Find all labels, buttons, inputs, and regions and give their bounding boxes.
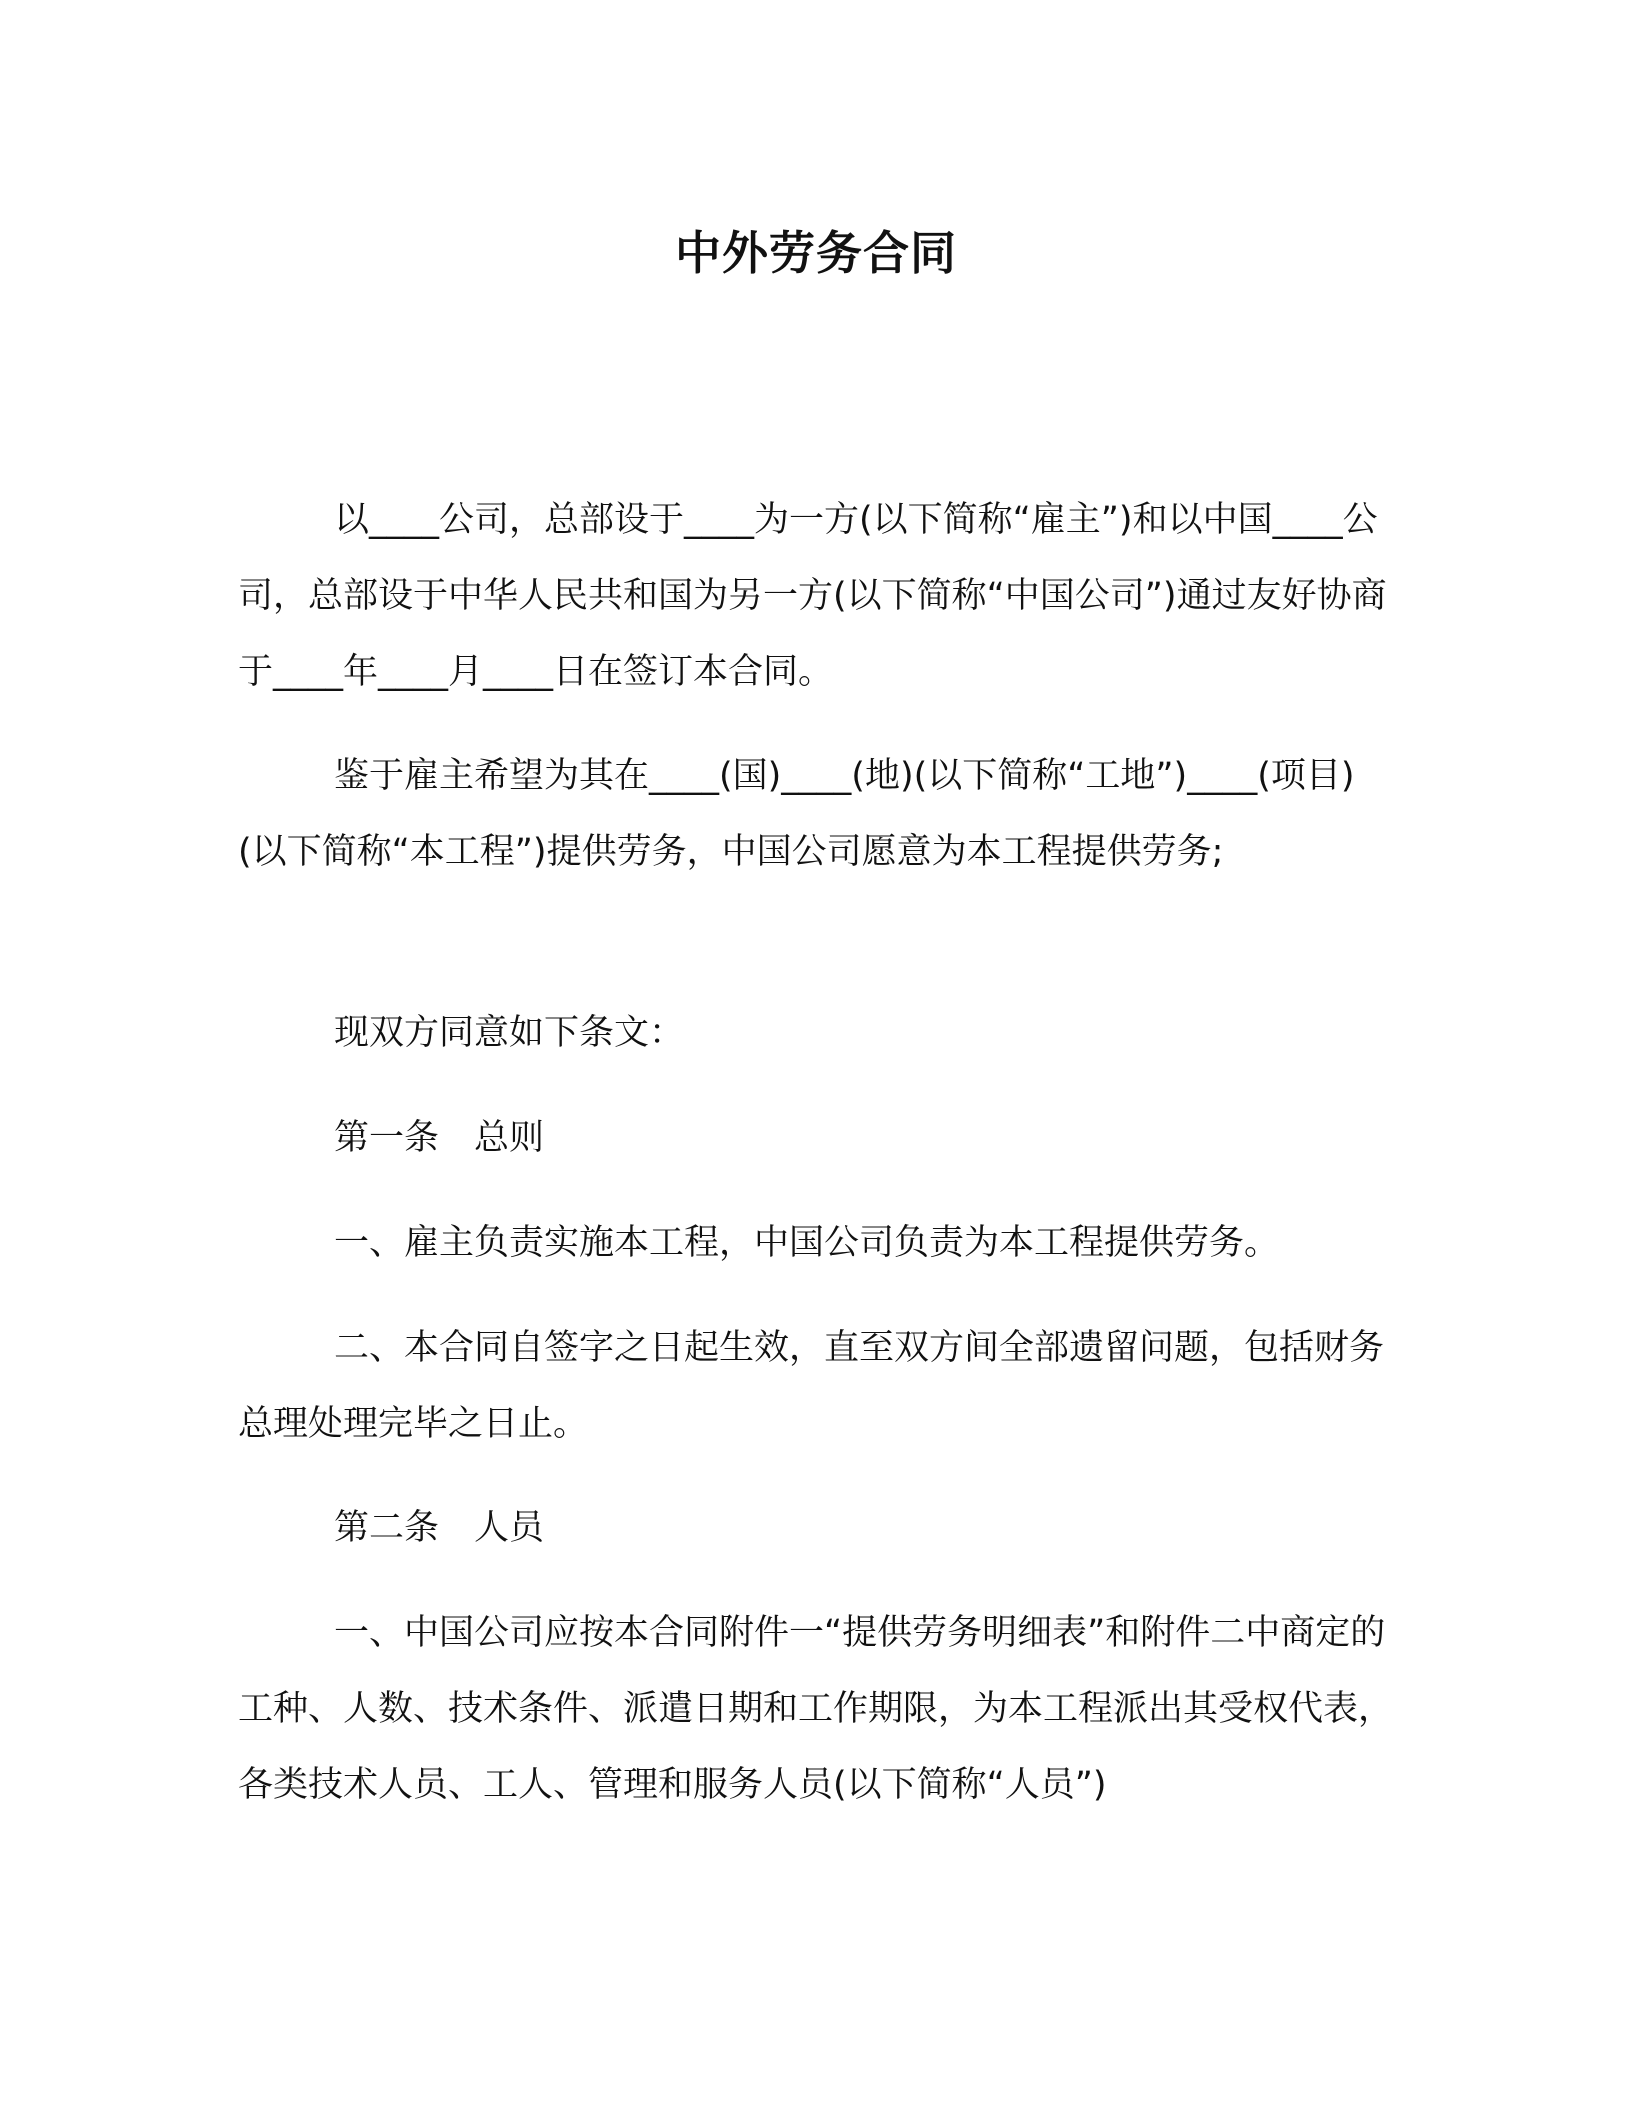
article-two-clause-1: 一、中国公司应按本合同附件一“提供劳务明细表”和附件二中商定的工种、人数、技术条件、派遣日期和工作期限，为本工程派出其受权代表，各类技术人员、工人、管理和服务人员(以下简称“人员”) <box>238 1613 1394 1805</box>
article-one-clause-1: 一、雇主负责实施本工程，中国公司负责为本工程提供劳务。 <box>334 1223 1280 1263</box>
agreement-paragraph: 现双方同意如下条文： <box>334 1013 685 1053</box>
article-one-clause-2: 二、本合同自签字之日起生效，直至双方间全部遗留问题，包括财务总理处理完毕之日止。 <box>238 1328 1385 1444</box>
preamble-paragraph: 以____公司，总部设于____为一方(以下简称“雇主”)和以中国____公司，总部设于中华人民共和国为另一方(以下简称“中国公司”)通过友好协商于____年____月____日在签订本合同。 <box>238 500 1387 692</box>
article-two-heading: 第二条 人员 <box>334 1508 545 1548</box>
recital-paragraph: 鉴于雇主希望为其在____(国)____(地)(以下简称“工地”)____(项目)(以下简称“本工程”)提供劳务，中国公司愿意为本工程提供劳务; <box>238 756 1355 872</box>
article-one-heading: 第一条 总则 <box>334 1118 545 1158</box>
document-title: 中外劳务合同 <box>675 226 957 280</box>
